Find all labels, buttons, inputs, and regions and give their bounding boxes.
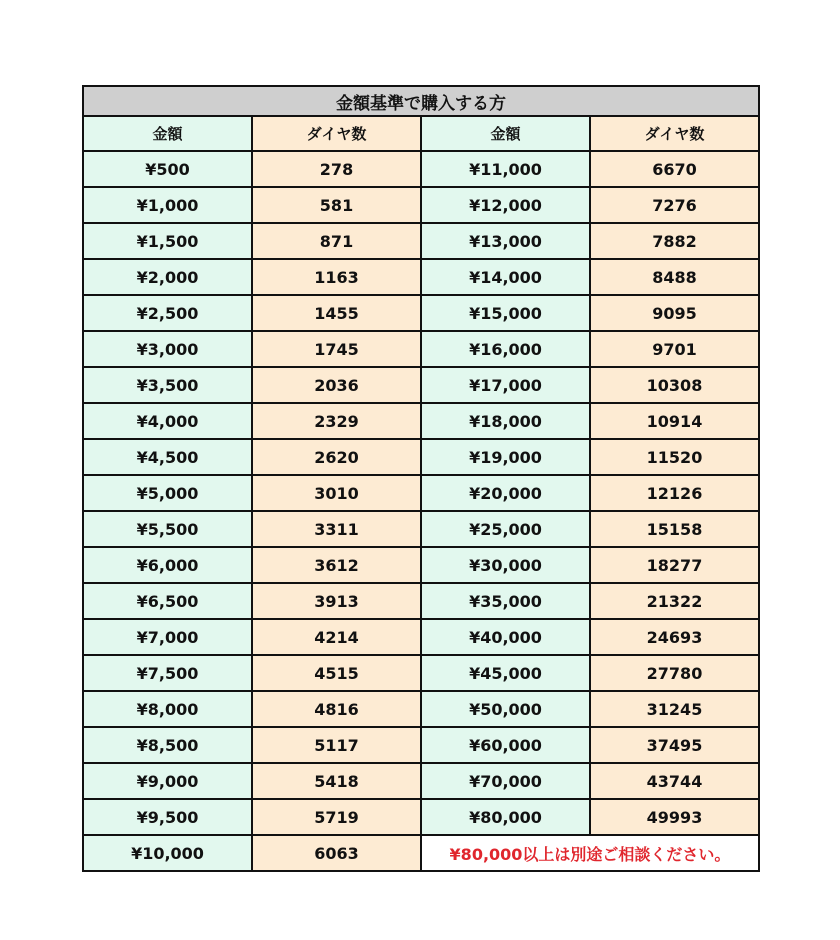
diamond-count-cell: 10308 — [590, 367, 759, 403]
table-row — [83, 547, 759, 583]
amount-cell: ¥7,500 — [83, 655, 252, 691]
diamond-count-cell: 49993 — [590, 799, 759, 835]
table-row — [83, 259, 759, 295]
amount-cell: ¥40,000 — [421, 619, 590, 655]
amount-cell: ¥6,500 — [83, 583, 252, 619]
amount-cell: ¥10,000 — [83, 835, 252, 871]
diamond-count-cell: 2036 — [252, 367, 421, 403]
amount-cell: ¥18,000 — [421, 403, 590, 439]
table-row — [83, 655, 759, 691]
header-amount-right: 金額 — [421, 116, 590, 151]
table-row — [83, 799, 759, 835]
diamond-count-cell: 2329 — [252, 403, 421, 439]
amount-cell: ¥13,000 — [421, 223, 590, 259]
table-row — [83, 151, 759, 187]
diamond-count-cell: 3913 — [252, 583, 421, 619]
diamond-count-cell: 9701 — [590, 331, 759, 367]
diamond-count-cell: 21322 — [590, 583, 759, 619]
diamond-count-cell: 10914 — [590, 403, 759, 439]
diamond-count-cell: 4214 — [252, 619, 421, 655]
table-title: 金額基準で購入する方 — [83, 86, 759, 116]
table-row — [83, 619, 759, 655]
table-row — [83, 367, 759, 403]
header-diamonds-right: ダイヤ数 — [590, 116, 759, 151]
amount-cell: ¥5,000 — [83, 475, 252, 511]
amount-cell: ¥500 — [83, 151, 252, 187]
amount-cell: ¥17,000 — [421, 367, 590, 403]
amount-cell: ¥9,000 — [83, 763, 252, 799]
amount-cell: ¥7,000 — [83, 619, 252, 655]
diamond-count-cell: 5719 — [252, 799, 421, 835]
amount-cell: ¥60,000 — [421, 727, 590, 763]
amount-cell: ¥15,000 — [421, 295, 590, 331]
amount-cell: ¥19,000 — [421, 439, 590, 475]
amount-cell: ¥35,000 — [421, 583, 590, 619]
table-row — [83, 295, 759, 331]
header-diamonds-left: ダイヤ数 — [252, 116, 421, 151]
diamond-price-table — [82, 85, 760, 872]
diamond-count-cell: 3311 — [252, 511, 421, 547]
diamond-count-cell: 6063 — [252, 835, 421, 871]
diamond-count-cell: 581 — [252, 187, 421, 223]
diamond-count-cell: 278 — [252, 151, 421, 187]
diamond-count-cell: 1745 — [252, 331, 421, 367]
table-row — [83, 727, 759, 763]
diamond-count-cell: 24693 — [590, 619, 759, 655]
diamond-count-cell: 4816 — [252, 691, 421, 727]
diamond-count-cell: 4515 — [252, 655, 421, 691]
amount-cell: ¥50,000 — [421, 691, 590, 727]
amount-cell: ¥2,500 — [83, 295, 252, 331]
diamond-count-cell: 1163 — [252, 259, 421, 295]
diamond-count-cell: 9095 — [590, 295, 759, 331]
table-row — [83, 583, 759, 619]
amount-cell: ¥4,000 — [83, 403, 252, 439]
amount-cell: ¥12,000 — [421, 187, 590, 223]
diamond-count-cell: 5418 — [252, 763, 421, 799]
diamond-count-cell: 18277 — [590, 547, 759, 583]
amount-cell: ¥8,000 — [83, 691, 252, 727]
diamond-count-cell: 3612 — [252, 547, 421, 583]
amount-cell: ¥16,000 — [421, 331, 590, 367]
amount-cell: ¥70,000 — [421, 763, 590, 799]
amount-cell: ¥1,000 — [83, 187, 252, 223]
diamond-count-cell: 2620 — [252, 439, 421, 475]
amount-cell: ¥80,000 — [421, 799, 590, 835]
table-row — [83, 475, 759, 511]
diamond-count-cell: 12126 — [590, 475, 759, 511]
diamond-count-cell: 8488 — [590, 259, 759, 295]
table-row — [83, 439, 759, 475]
amount-cell: ¥20,000 — [421, 475, 590, 511]
amount-cell: ¥14,000 — [421, 259, 590, 295]
diamond-count-cell: 7276 — [590, 187, 759, 223]
table-row — [83, 835, 759, 871]
diamond-count-cell: 1455 — [252, 295, 421, 331]
diamond-count-cell: 27780 — [590, 655, 759, 691]
amount-cell: ¥6,000 — [83, 547, 252, 583]
diamond-count-cell: 43744 — [590, 763, 759, 799]
amount-cell: ¥3,000 — [83, 331, 252, 367]
price-table-container — [82, 85, 760, 872]
amount-cell: ¥3,500 — [83, 367, 252, 403]
amount-cell: ¥8,500 — [83, 727, 252, 763]
diamond-count-cell: 871 — [252, 223, 421, 259]
contact-note: ¥80,000以上は別途ご相談ください。 — [421, 835, 759, 871]
diamond-count-cell: 7882 — [590, 223, 759, 259]
amount-cell: ¥25,000 — [421, 511, 590, 547]
diamond-count-cell: 5117 — [252, 727, 421, 763]
table-row — [83, 403, 759, 439]
amount-cell: ¥30,000 — [421, 547, 590, 583]
amount-cell: ¥45,000 — [421, 655, 590, 691]
table-row — [83, 331, 759, 367]
diamond-count-cell: 11520 — [590, 439, 759, 475]
amount-cell: ¥5,500 — [83, 511, 252, 547]
table-row — [83, 223, 759, 259]
amount-cell: ¥2,000 — [83, 259, 252, 295]
table-body — [83, 151, 759, 871]
diamond-count-cell: 37495 — [590, 727, 759, 763]
header-amount-left: 金額 — [83, 116, 252, 151]
table-row — [83, 763, 759, 799]
diamond-count-cell: 31245 — [590, 691, 759, 727]
amount-cell: ¥4,500 — [83, 439, 252, 475]
diamond-count-cell: 3010 — [252, 475, 421, 511]
table-row — [83, 511, 759, 547]
table-row — [83, 187, 759, 223]
amount-cell: ¥1,500 — [83, 223, 252, 259]
diamond-count-cell: 6670 — [590, 151, 759, 187]
diamond-count-cell: 15158 — [590, 511, 759, 547]
amount-cell: ¥11,000 — [421, 151, 590, 187]
amount-cell: ¥9,500 — [83, 799, 252, 835]
table-row — [83, 691, 759, 727]
